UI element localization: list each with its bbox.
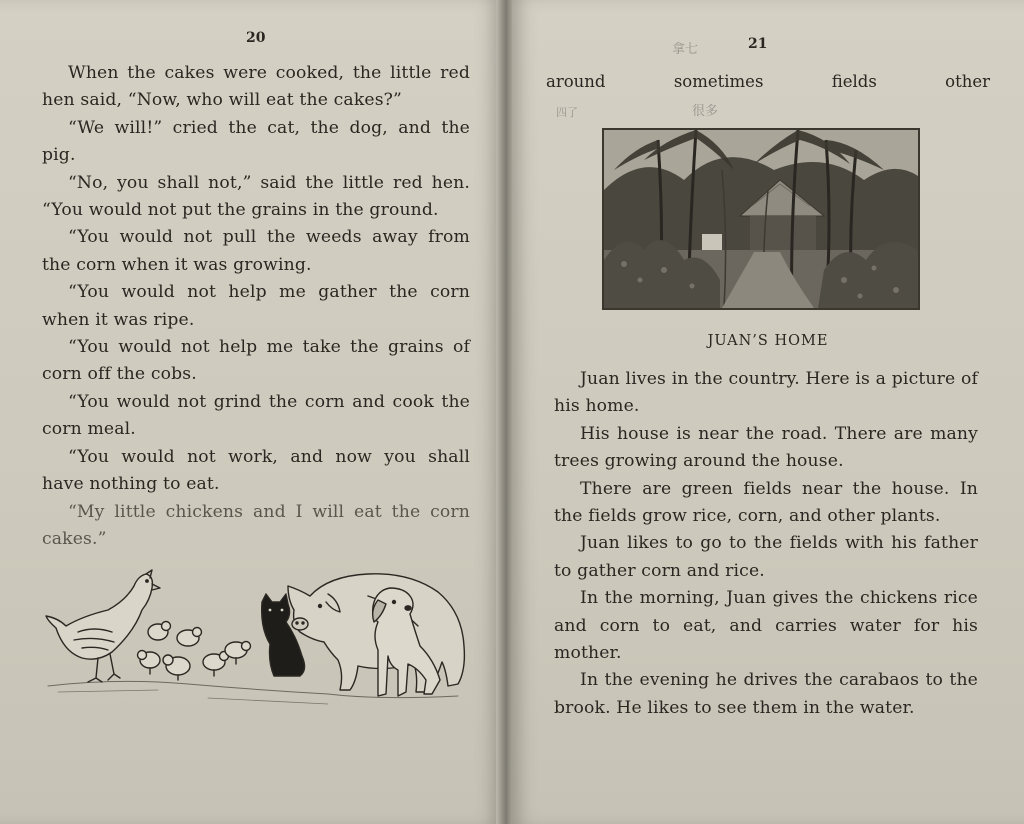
left-page-number: 20 (246, 30, 266, 46)
right-paragraph-3: There are green fields near the house. In the fields grow rice, corn, and other plants. (554, 478, 978, 527)
left-paragraph-5: “You would not help me gather the corn when it was ripe. (42, 282, 470, 330)
left-paragraph-1: When the cakes were cooked, the little red hen said, “Now, who will eat the cakes?” (42, 63, 470, 111)
vocab-word-sometimes: sometimes (673, 72, 764, 91)
juans-home-photo (602, 128, 920, 310)
chicks-figure (138, 622, 251, 681)
pencil-note-1: 拿七 (672, 42, 699, 57)
vocab-word-around: around (546, 72, 606, 91)
pencil-note-2: 四了 (556, 106, 578, 119)
right-page-number: 21 (748, 36, 768, 52)
left-paragraph-7: “You would not grind the corn and cook the corn meal. (42, 391, 470, 440)
right-page-text (554, 366, 978, 722)
right-paragraph-1: Juan lives in the country. Here is a picture of his home. (554, 369, 978, 417)
left-paragraph-9: “My little chickens and I will eat the corn cakes.” (42, 501, 470, 549)
right-page (512, 0, 1024, 824)
left-paragraph-8: “You would not work, and now you shall have nothing to eat. (42, 446, 470, 495)
vocab-word-other: other (945, 72, 990, 91)
vocab-word-fields: fields (831, 72, 877, 91)
right-paragraph-6: In the evening he drives the carabaos to the brook. He likes to see them in the water. (554, 670, 978, 718)
right-paragraph-5: In the morning, Juan gives the chickens rice and corn to eat, and carries water for his mother. (554, 588, 978, 664)
house-photo-graphic (604, 130, 918, 308)
vocabulary-words (546, 72, 990, 91)
left-paragraph-2: “We will!” cried the cat, the dog, and the pig. (42, 117, 470, 166)
left-paragraph-6: “You would not help me take the grains of corn off the cobs. (42, 337, 470, 385)
photo-caption: JUAN’S HOME (707, 333, 829, 349)
left-paragraph-3: “No, you shall not,” said the little red hen. “You would not put the grains in the ground. (42, 172, 470, 221)
left-page-text (42, 60, 470, 553)
left-page (0, 0, 500, 824)
animals-illustration (38, 566, 470, 716)
right-paragraph-4: Juan likes to go to the fields with his father to gather corn and rice. (554, 533, 978, 581)
right-paragraph-2: His house is near the road. There are many trees growing around the house. (554, 423, 978, 472)
left-paragraph-4: “You would not pull the weeds away from the corn when it was growing. (42, 227, 470, 275)
pencil-note-3: 很多 (692, 104, 719, 119)
